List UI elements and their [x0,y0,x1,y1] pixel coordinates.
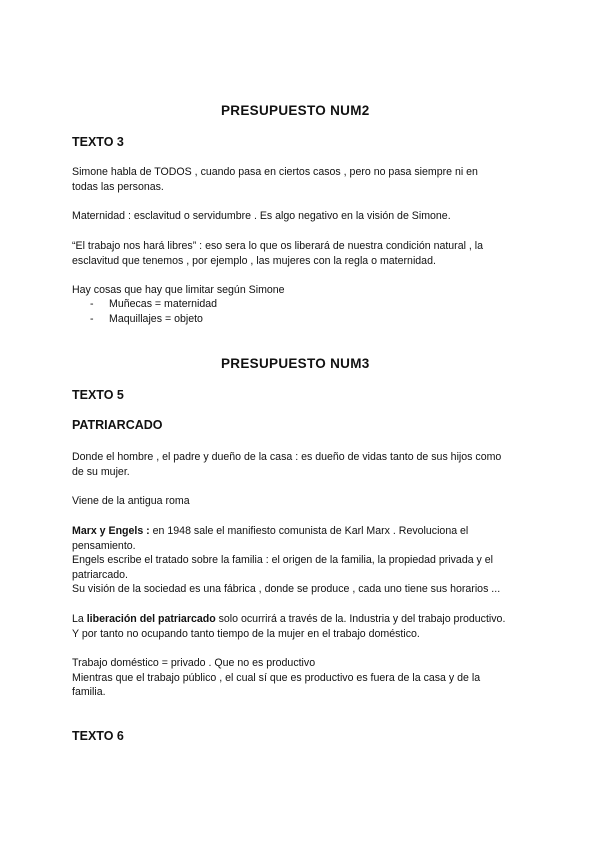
texto3-paragraph-3-line-1: “El trabajo nos hará libres” : eso sera lo que os liberará de nuestra condición natural , la [72,240,484,252]
texto3-paragraph-3-line-2: esclavitud que tenemos , por ejemplo , las mujeres con la regla o maternidad. [72,255,436,267]
liberacion-prefix: La [72,613,87,625]
texto5-paragraph-5-line-1: Trabajo doméstico = privado . Que no es productivo [72,657,316,669]
texto3-paragraph-1-line-1: Simone habla de TODOS , cuando pasa en ciertos casos , pero no pasa siempre ni en [72,166,478,178]
texto5-paragraph-1-line-1: Donde el hombre , el padre y dueño de la casa : es dueño de vidas tanto de sus hijos como [72,451,502,463]
bullet-item-munecas: Muñecas = maternidad [109,298,218,310]
bullet-marker: - [90,298,94,310]
texto5-paragraph-4-line-2: Y por tanto no ocupando tanto tiempo de la mujer en el trabajo doméstico. [72,628,420,640]
texto5-paragraph-1-line-2: de su mujer. [72,466,130,478]
texto5-paragraph-4-line-1 [72,612,505,627]
texto3-paragraph-1-line-2: todas las personas. [72,181,164,193]
liberacion-bold: liberación del patriarcado [86,613,216,625]
texto3-paragraph-2: Maternidad : esclavitud o servidumbre . Es algo negativo en la visión de Simone. [72,210,451,222]
bullet-item-maquillajes: Maquillajes = objeto [109,313,203,325]
section-title-presupuesto-num2: PRESUPUESTO NUM2 [221,103,370,118]
texto3-paragraph-4: Hay cosas que hay que limitar según Simone [72,284,285,296]
liberacion-rest: solo ocurrirá a través de la. Industria y del trabajo productivo. [215,613,506,625]
texto5-paragraph-5-line-3: familia. [72,686,106,698]
section-title-presupuesto-num3: PRESUPUESTO NUM3 [221,356,370,371]
heading-texto-3: TEXTO 3 [72,135,124,149]
heading-texto-6: TEXTO 6 [72,729,124,743]
texto5-paragraph-3-line-2: pensamiento. [72,540,136,552]
heading-patriarcado: PATRIARCADO [72,418,163,432]
bullet-marker: - [90,313,94,325]
texto5-paragraph-3-line-1 [72,524,468,539]
texto5-paragraph-5-line-2: Mientras que el trabajo público , el cual sí que es productivo es fuera de la casa y de la [72,672,481,684]
marx-engels-rest: en 1948 sale el manifiesto comunista de Karl Marx . Revoluciona el [149,525,469,537]
texto5-paragraph-2: Viene de la antigua roma [72,495,190,507]
texto5-paragraph-3-line-3: Engels escribe el tratado sobre la familia : el origen de la familia, la propiedad privada y el [72,554,494,566]
heading-texto-5: TEXTO 5 [72,388,124,402]
marx-engels-bold: Marx y Engels : [72,525,150,537]
texto5-paragraph-3-line-4: patriarcado. [72,569,128,581]
texto5-paragraph-3-line-5: Su visión de la sociedad es una fábrica , donde se produce , cada uno tiene sus horarios ... [72,583,501,595]
